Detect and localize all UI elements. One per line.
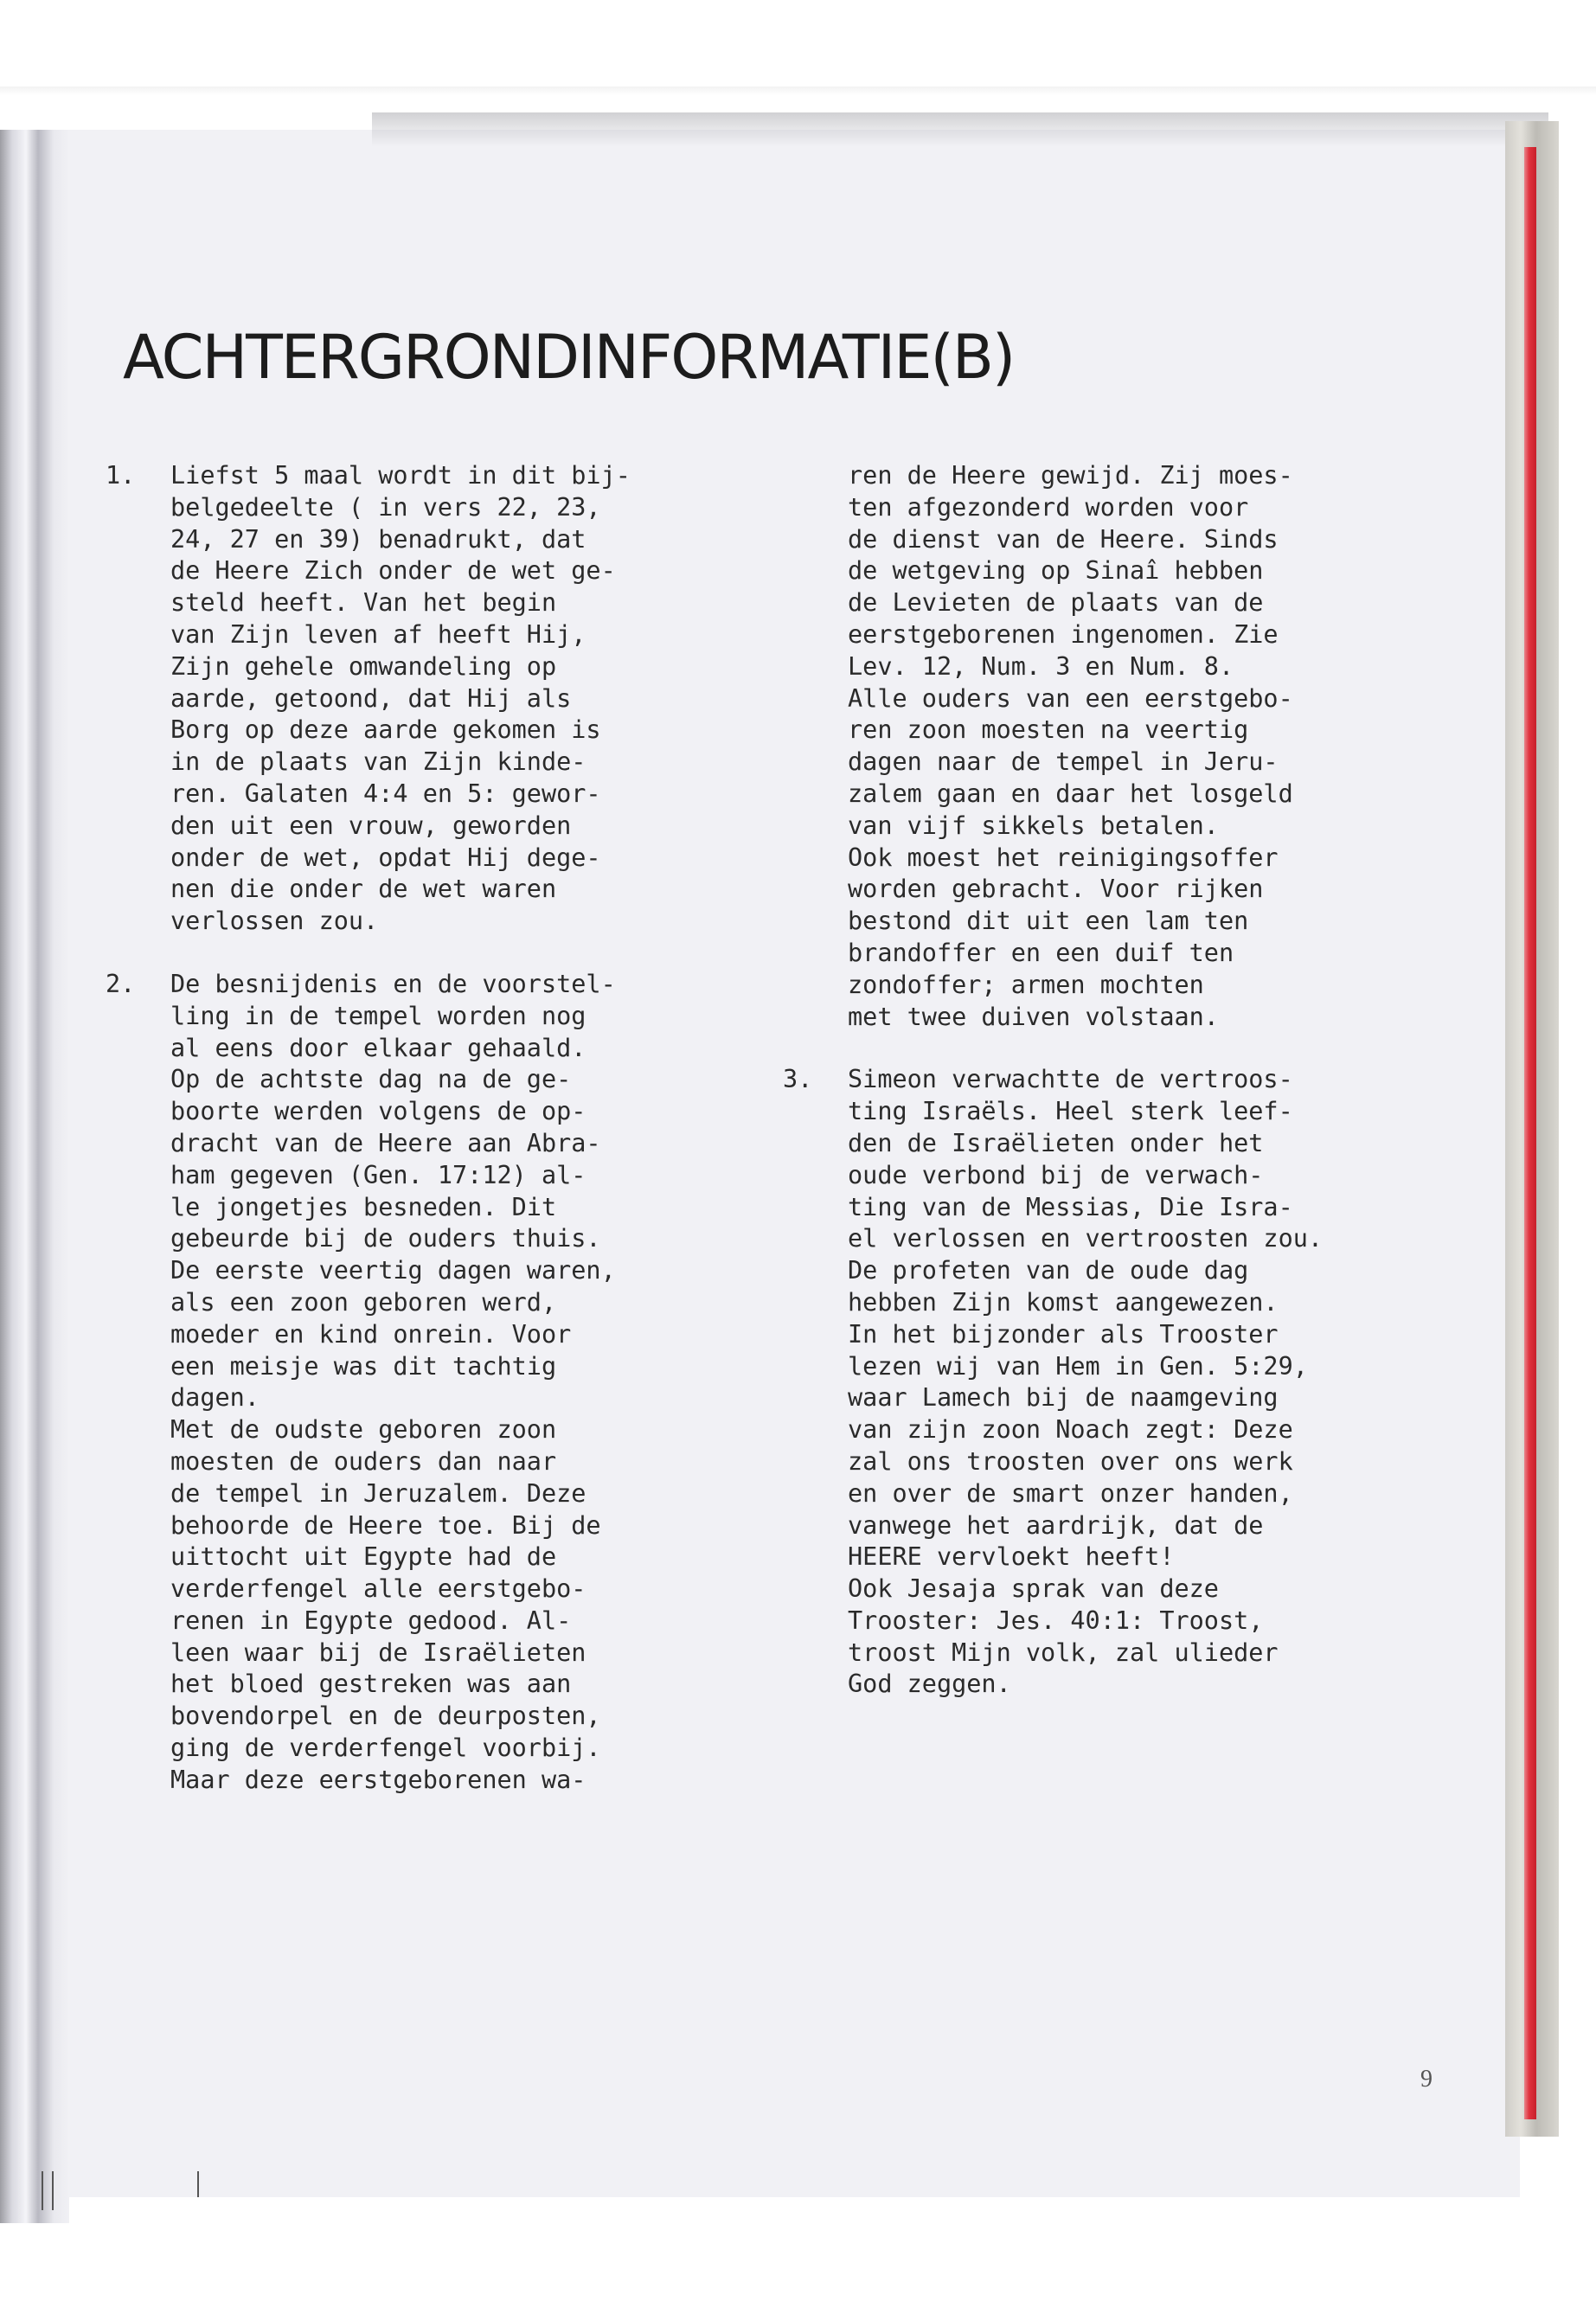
text-line: Liefst 5 maal wordt in dit bij-: [170, 461, 631, 490]
text-line: verderfengel alle eerstgebo-: [170, 1574, 586, 1604]
text-line: waar Lamech bij de naamgeving: [848, 1383, 1279, 1413]
text-line: verlossen zou.: [170, 907, 379, 936]
text-line: al eens door elkaar gehaald.: [170, 1033, 586, 1062]
text-line: moesten de ouders dan naar: [170, 1446, 557, 1476]
text-line: gebeurde bij de ouders thuis.: [170, 1224, 601, 1253]
binding-mark: [52, 2171, 54, 2210]
text-line: De besnijdenis en de voorstel-: [170, 969, 616, 998]
text-line: van Zijn leven af heeft Hij,: [170, 619, 586, 649]
text-line: God zeggen.: [848, 1670, 1011, 1699]
text-line: ling in de tempel worden nog: [170, 1001, 586, 1030]
text-line: den de Israëlieten onder het: [848, 1128, 1264, 1157]
text-line: el verlossen en vertroosten zou.: [848, 1224, 1324, 1253]
page-top-shadow: [372, 112, 1548, 147]
paragraph-number: 3.: [783, 1065, 813, 1094]
text-line: vanwege het aardrijk, dat de: [848, 1510, 1264, 1540]
text-line: als een zoon geboren werd,: [170, 1287, 557, 1317]
text-line: ten afgezonderd worden voor: [848, 492, 1249, 522]
text-line: worden gebracht. Voor rijken: [848, 875, 1264, 904]
text-line: de Levieten de plaats van de: [848, 588, 1264, 618]
text-line: lezen wij van Hem in Gen. 5:29,: [848, 1351, 1308, 1381]
text-line: en over de smart onzer handen,: [848, 1478, 1293, 1508]
text-line: leen waar bij de Israëlieten: [170, 1638, 586, 1667]
text-line: van zijn zoon Noach zegt: Deze: [848, 1415, 1293, 1445]
text-line: In het bijzonder als Trooster: [848, 1319, 1279, 1349]
binding-mark: [42, 2171, 43, 2210]
text-line: Zijn gehele omwandeling op: [170, 651, 557, 681]
text-line: ging de verderfengel voorbij.: [170, 1734, 601, 1763]
text-line: behoorde de Heere toe. Bij de: [170, 1510, 601, 1540]
text-line: renen in Egypte gedood. Al-: [170, 1606, 572, 1635]
text-line: ren de Heere gewijd. Zij moes-: [848, 461, 1293, 490]
paragraph-number: 2.: [106, 969, 136, 998]
text-line: het bloed gestreken was aan: [170, 1670, 572, 1699]
text-line: steld heeft. Van het begin: [170, 588, 557, 618]
binding-mark: [197, 2171, 199, 2197]
numbered-paragraph: [106, 969, 763, 1797]
text-line: bestond dit uit een lam ten: [848, 907, 1249, 936]
text-line: le jongetjes besneden. Dit: [170, 1192, 557, 1221]
text-line: een meisje was dit tachtig: [170, 1351, 557, 1381]
text-line: uittocht uit Egypte had de: [170, 1542, 557, 1572]
text-line: de wetgeving op Sinaî hebben: [848, 556, 1264, 586]
text-line: zalem gaan en daar het losgeld: [848, 779, 1293, 808]
text-line: eerstgeborenen ingenomen. Zie: [848, 619, 1279, 649]
text-line: in de plaats van Zijn kinde-: [170, 747, 586, 777]
text-line: De profeten van de oude dag: [848, 1256, 1249, 1285]
text-line: Ook Jesaja sprak van deze: [848, 1574, 1219, 1604]
text-line: boorte werden volgens de op-: [170, 1097, 586, 1126]
text-line: ting van de Messias, Die Isra-: [848, 1192, 1293, 1221]
text-line: nen die onder de wet waren: [170, 875, 557, 904]
text-line: ren zoon moesten na veertig: [848, 715, 1249, 745]
text-line: den uit een vrouw, geworden: [170, 811, 572, 840]
text-line: belgedeelte ( in vers 22, 23,: [170, 492, 601, 522]
numbered-paragraph: [783, 1064, 1475, 1701]
text-line: ren. Galaten 4:4 en 5: gewor-: [170, 779, 601, 808]
text-line: de Heere Zich onder de wet ge-: [170, 556, 616, 586]
right-text-column: [783, 460, 1475, 1701]
book-binding: [0, 130, 69, 2223]
text-line: 24, 27 en 39) benadrukt, dat: [170, 524, 586, 554]
text-line: zondoffer; armen mochten: [848, 970, 1204, 999]
text-line: Op de achtste dag na de ge-: [170, 1065, 572, 1094]
text-line: aarde, getoond, dat Hij als: [170, 683, 572, 713]
text-line: Simeon verwachtte de vertroos-: [848, 1065, 1293, 1094]
text-line: van vijf sikkels betalen.: [848, 811, 1219, 840]
text-line: hebben Zijn komst aangewezen.: [848, 1287, 1279, 1317]
text-line: bovendorpel en de deurposten,: [170, 1702, 601, 1731]
text-line: Trooster: Jes. 40:1: Troost,: [848, 1606, 1264, 1635]
text-line: Met de oudste geboren zoon: [170, 1415, 557, 1445]
text-line: ting Israëls. Heel sterk leef-: [848, 1097, 1293, 1126]
paragraph-number: 1.: [106, 461, 136, 490]
numbered-paragraph: [106, 460, 763, 938]
text-line: ham gegeven (Gen. 17:12) al-: [170, 1160, 586, 1189]
text-line: Ook moest het reinigingsoffer: [848, 843, 1279, 872]
text-line: Lev. 12, Num. 3 en Num. 8.: [848, 651, 1234, 681]
scan-top-edge: [0, 87, 1596, 95]
numbered-paragraph: [783, 460, 1475, 1033]
text-line: dagen naar de tempel in Jeru-: [848, 747, 1279, 777]
text-line: oude verbond bij de verwach-: [848, 1160, 1264, 1189]
text-line: De eerste veertig dagen waren,: [170, 1256, 616, 1285]
text-line: met twee duiven volstaan.: [848, 1002, 1219, 1031]
text-line: Alle ouders van een eerstgebo-: [848, 683, 1293, 713]
text-line: dracht van de Heere aan Abra-: [170, 1128, 601, 1157]
page-title: ACHTERGRONDINFORMATIE(B): [123, 322, 1015, 393]
book-cover-red-stripe: [1524, 147, 1536, 2119]
text-line: Borg op deze aarde gekomen is: [170, 715, 601, 745]
text-line: HEERE vervloekt heeft!: [848, 1542, 1175, 1572]
text-line: onder de wet, opdat Hij dege-: [170, 843, 601, 872]
text-line: de tempel in Jeruzalem. Deze: [170, 1478, 586, 1508]
text-line: Maar deze eerstgeborenen wa-: [170, 1765, 586, 1794]
text-line: moeder en kind onrein. Voor: [170, 1319, 572, 1349]
text-line: dagen.: [170, 1383, 260, 1413]
left-text-column: [106, 460, 763, 1797]
text-line: brandoffer en een duif ten: [848, 938, 1234, 967]
text-line: de dienst van de Heere. Sinds: [848, 524, 1279, 554]
text-line: troost Mijn volk, zal ulieder: [848, 1638, 1279, 1667]
text-line: zal ons troosten over ons werk: [848, 1446, 1293, 1476]
page-number: 9: [1420, 2066, 1433, 2093]
